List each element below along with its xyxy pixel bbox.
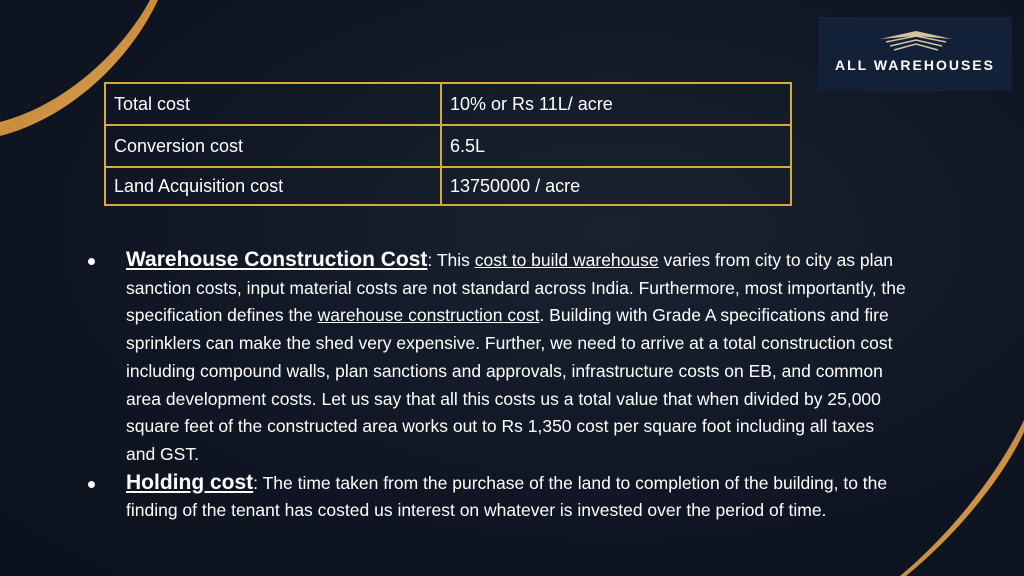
table-cell-value: 13750000 / acre <box>441 167 791 205</box>
cost-to-build-warehouse-link[interactable]: cost to build warehouse <box>474 250 659 270</box>
all-warehouses-logo <box>818 17 1012 91</box>
warehouse-construction-cost-link[interactable]: warehouse construction cost <box>317 305 540 326</box>
table-row <box>105 83 791 125</box>
bullet-text: : The time taken from the purchase of the land to completion of the building, to the finding of the tenant has costed us interest on whatever is invested over the period of time. <box>126 472 888 521</box>
warehouse-roof-icon <box>876 29 956 53</box>
bullet-dot-icon <box>88 258 95 265</box>
list-item <box>86 246 906 469</box>
table-cell-label: Conversion cost <box>105 125 441 167</box>
bullet-text: varies from city to city as plan sanction costs, input material costs are not standard across India. Furthermore, most importantly, the specification defines the <box>126 250 906 326</box>
bullet-term: Holding cost <box>126 470 254 494</box>
table-cell-label: Land Acquisition cost <box>105 167 441 205</box>
bullet-text: : This <box>427 250 475 270</box>
bullet-term: Warehouse Construction Cost <box>126 248 428 271</box>
bullet-text: . Building with Grade A specifications and fire sprinklers can make the shed very expensive. Further, we need to arrive at a total construction cost including compound walls, plan sanctions and approvals, infrastructure costs on EB, and common area development costs. Let us say that all this costs us a total value that when divided by 25,000 square feet of the constructed area works out to Rs 1,350 cost per square foot including all taxes and GST. <box>126 305 893 464</box>
bottom-right-arc <box>900 420 1024 576</box>
table-row <box>105 167 791 205</box>
bullet-dot-icon <box>88 481 95 488</box>
table-cell-label: Total cost <box>105 83 441 125</box>
table-row <box>105 125 791 167</box>
table-cell-value: 10% or Rs 11L/ acre <box>441 83 791 125</box>
bullet-list <box>86 246 906 525</box>
logo-text: ALL WAREHOUSES <box>835 57 995 73</box>
list-item <box>86 469 906 525</box>
table-cell-value: 6.5L <box>441 125 791 167</box>
cost-table <box>104 82 792 206</box>
